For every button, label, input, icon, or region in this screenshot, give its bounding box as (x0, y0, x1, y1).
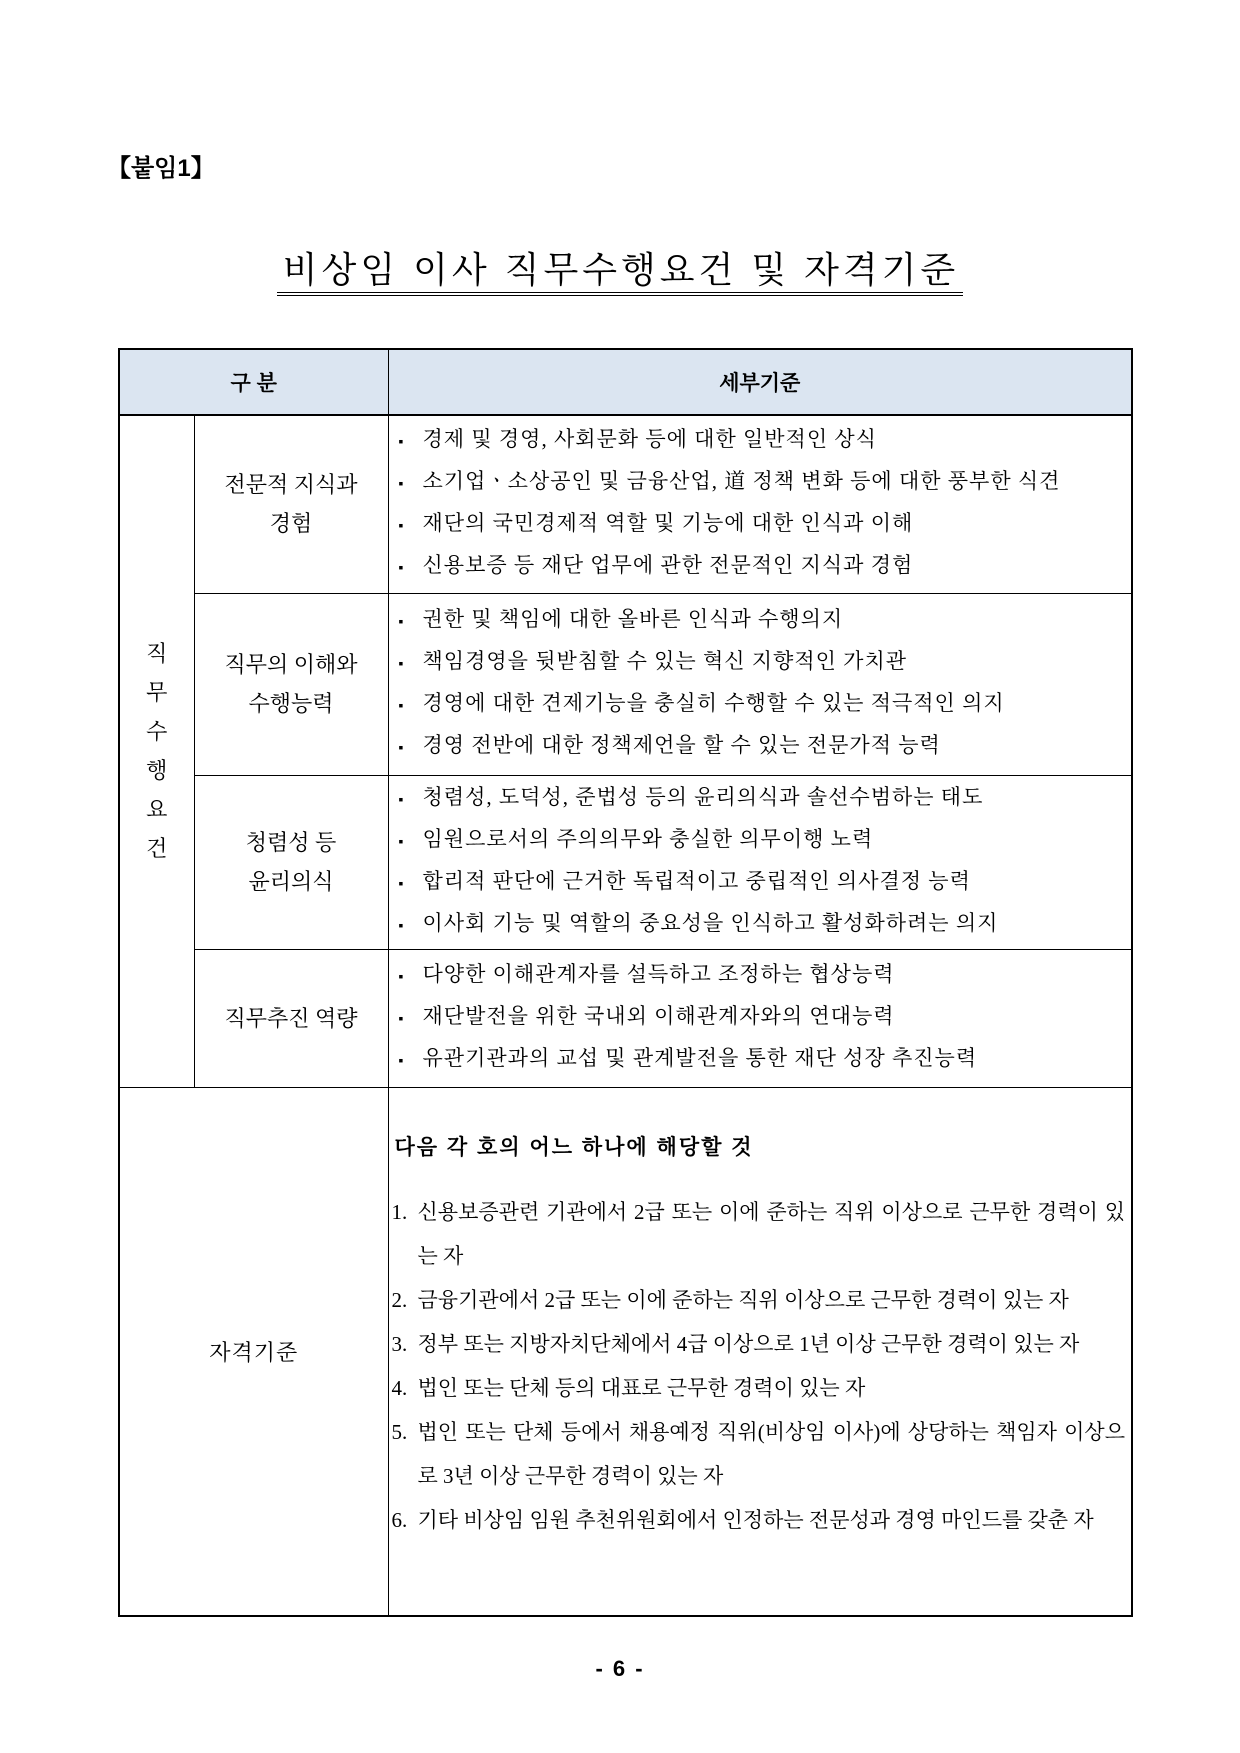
list-item-text: 유관기관과의 교섭 및 관계발전을 통한 재단 성장 추진능력 (422, 1046, 978, 1070)
bullet-icon: ▪ (398, 970, 404, 985)
requirements-table (118, 348, 1133, 1617)
qualification-item-number: 6. (391, 1507, 408, 1532)
qualification-item-text: 정부 또는 지방자치단체에서 4급 이상으로 1년 이상 근무한 경력이 있는 자 (417, 1331, 1080, 1356)
qualification-item-number: 3. (391, 1331, 408, 1356)
requirements-group-cell (119, 415, 194, 1087)
row-items (388, 775, 1132, 949)
list-item (399, 862, 1126, 904)
list-item-text: 다양한 이해관계자를 설득하고 조정하는 협상능력 (422, 962, 895, 986)
qualification-item-number: 4. (391, 1375, 408, 1400)
list-item-text: 책임경영을 뒷받침할 수 있는 혁신 지향적인 가치관 (422, 649, 908, 673)
row-label (194, 949, 388, 1087)
list-item-text: 재단발전을 위한 국내외 이해관계자와의 연대능력 (422, 1004, 895, 1028)
row-label-line: 수행능력 (248, 691, 334, 716)
qualification-item-text: 금융기관에서 2급 또는 이에 준하는 직위 이상으로 근무한 경력이 있는 자 (417, 1287, 1069, 1312)
bullet-icon: ▪ (398, 435, 404, 451)
list-item (399, 642, 1126, 684)
row-items (388, 415, 1132, 593)
requirements-group-label: 직무수행요건 (146, 641, 168, 862)
bullet-icon: ▪ (398, 1012, 404, 1027)
bullet-icon: ▪ (398, 477, 404, 493)
list-item-text: 신용보증 등 재단 업무에 관한 전문적인 지식과 경험 (422, 553, 914, 578)
bullet-icon: ▪ (398, 1054, 404, 1069)
header-criteria: 세부기준 (388, 349, 1132, 415)
list-item (399, 997, 1126, 1039)
row-label-line: 경험 (269, 511, 313, 537)
list-item-text: 경영에 대한 견제기능을 충실히 수행할 수 있는 적극적인 의지 (422, 691, 1005, 715)
qualification-intro: 다음 각 호의 어느 하나에 해당할 것 (394, 1135, 754, 1159)
qualification-item (392, 1278, 1126, 1322)
table-header-row (119, 349, 1132, 415)
qualification-criteria (388, 1087, 1132, 1616)
list-item-text: 청렴성, 도덕성, 준법성 등의 윤리의식과 솔선수범하는 태도 (422, 785, 984, 809)
qualification-item-text: 기타 비상임 임원 추천위원회에서 인정하는 전문성과 경영 마인드를 갖춘 자 (417, 1507, 1094, 1532)
row-label-line: 전문적 지식과 (224, 472, 358, 498)
list-item (399, 820, 1126, 862)
row-label-line: 청렴성 등 (245, 830, 337, 855)
list-item (399, 600, 1126, 642)
bullet-icon: ▪ (398, 835, 404, 850)
qualification-item (392, 1190, 1126, 1278)
row-items (388, 593, 1132, 775)
list-item-text: 경제 및 경영, 사회문화 등에 대한 일반적인 상식 (422, 427, 877, 452)
list-item-text: 권한 및 책임에 대한 올바른 인식과 수행의지 (422, 607, 844, 631)
bullet-icon: ▪ (398, 919, 404, 934)
row-label-line: 윤리의식 (248, 869, 334, 894)
row-label-line: 직무의 이해와 (224, 652, 358, 677)
bullet-icon: ▪ (398, 657, 404, 672)
bullet-icon: ▪ (398, 793, 404, 808)
qualification-item-text: 신용보증관련 기관에서 2급 또는 이에 준하는 직위 이상으로 근무한 경력이 있는 자 (417, 1199, 1126, 1268)
bullet-icon: ▪ (398, 561, 404, 577)
qualification-item (392, 1498, 1126, 1542)
table-row (119, 593, 1132, 775)
bullet-icon: ▪ (398, 615, 404, 630)
qualification-item-text: 법인 또는 단체 등의 대표로 근무한 경력이 있는 자 (417, 1375, 866, 1400)
list-item-text: 합리적 판단에 근거한 독립적이고 중립적인 의사결정 능력 (422, 869, 971, 893)
row-label (194, 593, 388, 775)
list-item (399, 504, 1126, 546)
list-item-text: 경영 전반에 대한 정책제언을 할 수 있는 전문가적 능력 (422, 733, 941, 757)
qualification-item-number: 1. (391, 1199, 408, 1224)
qualification-item-number: 2. (391, 1287, 408, 1312)
list-item (399, 904, 1126, 946)
page-number: - 6 - (595, 1656, 645, 1681)
list-item (399, 726, 1126, 768)
list-item (399, 420, 1126, 462)
qualification-item-text: 법인 또는 단체 등에서 채용예정 직위(비상임 이사)에 상당하는 책임자 이상으로 3년 이상 근무한 경력이 있는 자 (417, 1419, 1126, 1488)
row-label (194, 415, 388, 593)
bullet-icon: ▪ (398, 699, 404, 714)
list-item-text: 재단의 국민경제적 역할 및 기능에 대한 인식과 이해 (422, 511, 914, 536)
list-item-text: 소기업ㆍ소상공인 및 금융산업, 道 정책 변화 등에 대한 풍부한 식견 (422, 469, 1061, 494)
qualification-item (392, 1366, 1126, 1410)
list-item (399, 1039, 1126, 1081)
qualification-label: 자격기준 (119, 1087, 388, 1616)
list-item-text: 이사회 기능 및 역할의 중요성을 인식하고 활성화하려는 의지 (422, 911, 999, 935)
row-label (194, 775, 388, 949)
row-label-line: 직무추진 역량 (224, 1005, 358, 1031)
row-items (388, 949, 1132, 1087)
list-item (399, 684, 1126, 726)
table-row (119, 949, 1132, 1087)
table-row (119, 415, 1132, 593)
bullet-icon: ▪ (398, 877, 404, 892)
list-item (399, 462, 1126, 504)
attachment-label: 【붙임1】 (107, 155, 215, 182)
list-item (399, 546, 1126, 588)
list-item (399, 955, 1126, 997)
list-item (399, 778, 1126, 820)
page-title: 비상임 이사 직무수행요건 및 자격기준 (277, 250, 963, 296)
qualification-row (119, 1087, 1132, 1616)
qualification-item (392, 1410, 1126, 1498)
header-category: 구 분 (119, 349, 388, 415)
bullet-icon: ▪ (398, 741, 404, 756)
qualification-item (392, 1322, 1126, 1366)
table-row (119, 775, 1132, 949)
list-item-text: 임원으로서의 주의의무와 충실한 의무이행 노력 (422, 827, 874, 851)
title-wrapper (0, 250, 1240, 296)
bullet-icon: ▪ (398, 519, 404, 535)
qualification-item-number: 5. (391, 1419, 408, 1444)
